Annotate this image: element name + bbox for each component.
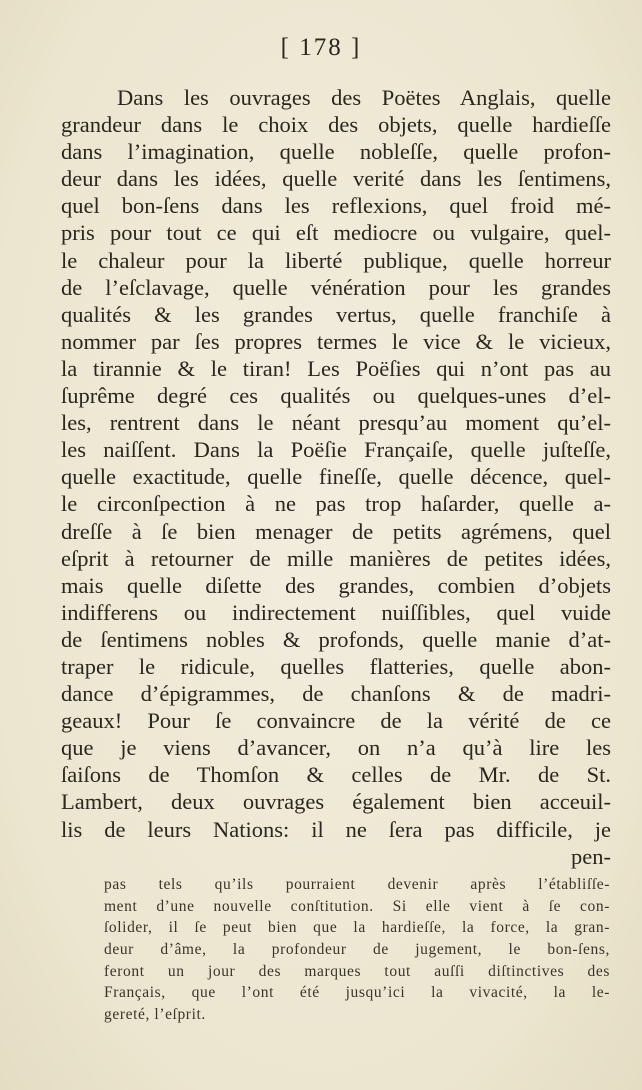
- text-line: [61, 165, 611, 192]
- text-line-content: de ſentimens nobles & profonds, quelle manie d’at-: [61, 626, 611, 652]
- text-line: [61, 788, 611, 815]
- text-line-content: le chaleur pour la liberté publique, quelle horreur: [61, 247, 611, 273]
- text-line: [61, 274, 611, 301]
- text-line-content: ſuprême degré ces qualités ou quelques-unes d’el-: [61, 383, 611, 409]
- text-line: [61, 436, 611, 463]
- text-line: [61, 192, 611, 219]
- text-line-content: Lambert, deux ouvrages également bien acceuil-: [61, 789, 611, 815]
- text-line: [61, 816, 611, 843]
- text-line-content: la tirannie & le tiran! Les Poëſies qui n’ont pas au: [61, 355, 611, 381]
- text-line-content: lis de leurs Nations: il ne ſera pas difficile, je: [61, 816, 611, 842]
- text-line: [61, 599, 611, 626]
- text-line-content: les, rentrent dans le néant presqu’au moment qu’el-: [61, 410, 611, 436]
- text-line: [61, 463, 611, 490]
- text-line: [61, 382, 611, 409]
- footnote-line: feront un jour des marques tout auſſi diſtinctives des: [104, 962, 610, 980]
- text-line: [61, 518, 611, 545]
- text-line: [61, 111, 611, 138]
- text-line-content: nommer par ſes propres termes le vice & le vicieux,: [61, 328, 611, 354]
- text-line: [61, 490, 611, 517]
- text-line-content: pris pour tout ce qui eſt mediocre ou vulgaire, quel-: [61, 220, 611, 246]
- text-line-content: dans l’imagination, quelle nobleſſe, quelle profon-: [61, 139, 611, 165]
- text-line-content: eſprit à retourner de mille manières de petites idées,: [61, 545, 611, 571]
- text-line-content: geaux! Pour ſe convaincre de la vérité de ce: [61, 708, 611, 734]
- text-line-content: quel bon-ſens dans les reflexions, quel froid mé-: [61, 193, 611, 219]
- footnote-line: pas tels qu’ils pourraient devenir après l’établiſſe-: [104, 876, 610, 893]
- text-line: [61, 84, 611, 111]
- text-line-content: qualités & les grandes vertus, quelle franchiſe à: [61, 301, 611, 327]
- text-line: [61, 653, 611, 680]
- footnote-line: Français, que l’ont été jusqu’ici la vivacité, la le-: [104, 984, 610, 1002]
- text-line: [61, 572, 611, 599]
- text-line-content: quelle exactitude, quelle fineſſe, quelle décence, quel-: [61, 464, 611, 490]
- main-text: [61, 84, 611, 870]
- text-line-content: grandeur dans le choix des objets, quelle hardieſſe: [61, 112, 611, 138]
- text-line: [61, 680, 611, 707]
- text-line-content: pen-: [571, 843, 611, 869]
- text-line: [61, 355, 611, 382]
- text-line-content: mais quelle diſette des grandes, combien d’objets: [61, 572, 611, 598]
- text-line: [61, 707, 611, 734]
- footnote-line: gereté, l’eſprit.: [104, 1006, 206, 1024]
- text-line: [61, 843, 611, 870]
- text-line-content: le circonſpection à ne pas trop haſarder, quelle a-: [61, 491, 611, 517]
- text-line-content: ſaiſons de Thomſon & celles de Mr. de St.: [61, 762, 611, 788]
- text-line: [61, 626, 611, 653]
- text-line-content: que je viens d’avancer, on n’a qu’à lire les: [61, 735, 611, 761]
- text-line-content: les naiſſent. Dans la Poëſie Françaiſe, quelle juſteſſe,: [61, 437, 611, 463]
- text-line: [61, 409, 611, 436]
- text-line-content: de l’eſclavage, quelle vénération pour les grandes: [61, 274, 611, 300]
- text-line: [61, 328, 611, 355]
- text-line: [61, 219, 611, 246]
- page-number: [ 178 ]: [280, 34, 362, 61]
- text-line-content: deur dans les idées, quelle verité dans les ſentimens,: [61, 166, 611, 192]
- footnote-line: ſolider, il ſe peut bien que la hardieſſe, la force, la gran-: [104, 919, 610, 937]
- text-line: [61, 545, 611, 572]
- text-line-content: dance d’épigrammes, de chanſons & de madri-: [61, 681, 611, 707]
- text-line: [61, 734, 611, 761]
- footnote-line: ment d’une nouvelle conſtitution. Si elle vient à ſe con-: [104, 897, 610, 915]
- text-line: [61, 138, 611, 165]
- footnote: [104, 874, 610, 1026]
- text-line-content: Dans les ouvrages des Poëtes Anglais, quelle: [117, 85, 611, 110]
- text-line: [61, 761, 611, 788]
- text-line: [61, 301, 611, 328]
- text-line-content: dreſſe à ſe bien menager de petits agrémens, quel: [61, 518, 611, 544]
- text-line-content: indifferens ou indirectement nuiſſibles, quel vuide: [61, 599, 611, 625]
- footnote-line: deur d’âme, la profondeur de jugement, le bon-ſens,: [104, 941, 610, 959]
- text-line-content: traper le ridicule, quelles flatteries, quelle abon-: [61, 653, 611, 679]
- text-line: [61, 247, 611, 274]
